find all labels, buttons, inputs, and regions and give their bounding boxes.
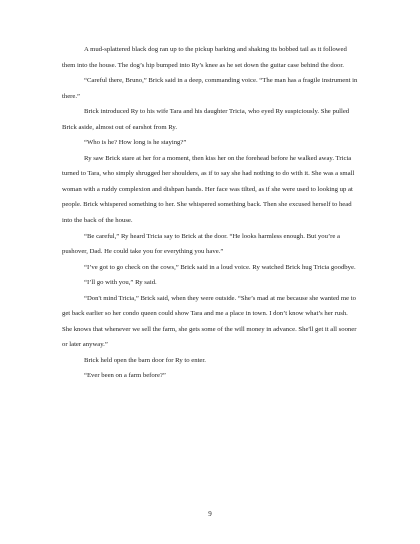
paragraph: “Ever been on a farm before?” <box>84 372 166 380</box>
paragraph: A mud-splattered black dog ran up to the pickup barking and shaking its bobbed tail as it followed them into the house. The dog’s hip bumped into Ry’s knee as he set down the guitar case behind the door. <box>62 46 347 69</box>
paragraph: Ry saw Brick stare at her for a moment, then kiss her on the forehead before he walked away. Tricia turned to Tara, who simply shrugged her shoulders, as if to say she had nothing to do with it. She was a small woman with a ruddy complexion and dishpan hands. Her face was tilted, as if she were used to looking up at people. Brick whispered something to her. She whispered something back. Then she excused herself to head into the back of the house. <box>62 154 355 225</box>
paragraph: “Who is he? How long is he staying?” <box>84 139 187 147</box>
paragraph: “I’ll go with you,” Ry said. <box>84 279 157 287</box>
paragraph: “Don't mind Tricia,” Brick said, when they were outside. “She’s mad at me because she wanted me to get back earlier so her condo queen could show Tara and me a place in town. I don’t know what’s her rush. She knows that whenever we sell the farm, she gets some of the will money in advance. She'll get it all sooner or later anyway.” <box>62 294 357 349</box>
paragraph: “Be careful,” Ry heard Tricia say to Brick at the door. “He looks harmless enough. But you’re a pushover, Dad. He could take you for everything you have.” <box>62 232 341 256</box>
page-number: 9 <box>208 510 212 518</box>
paragraph: “Careful there, Bruno,” Brick said in a deep, commanding voice. “The man has a fragile instrument in there.” <box>62 77 358 100</box>
paragraph: “I’ve got to go check on the cows,” Brick said in a loud voice. Ry watched Brick hug Tricia goodbye. <box>84 263 356 271</box>
paragraph: Brick held open the barn door for Ry to enter. <box>84 356 206 364</box>
paragraph: Brick introduced Ry to his wife Tara and his daughter Tricia, who eyed Ry suspiciously. She pulled Brick aside, almost out of earshot from Ry. <box>62 108 350 131</box>
